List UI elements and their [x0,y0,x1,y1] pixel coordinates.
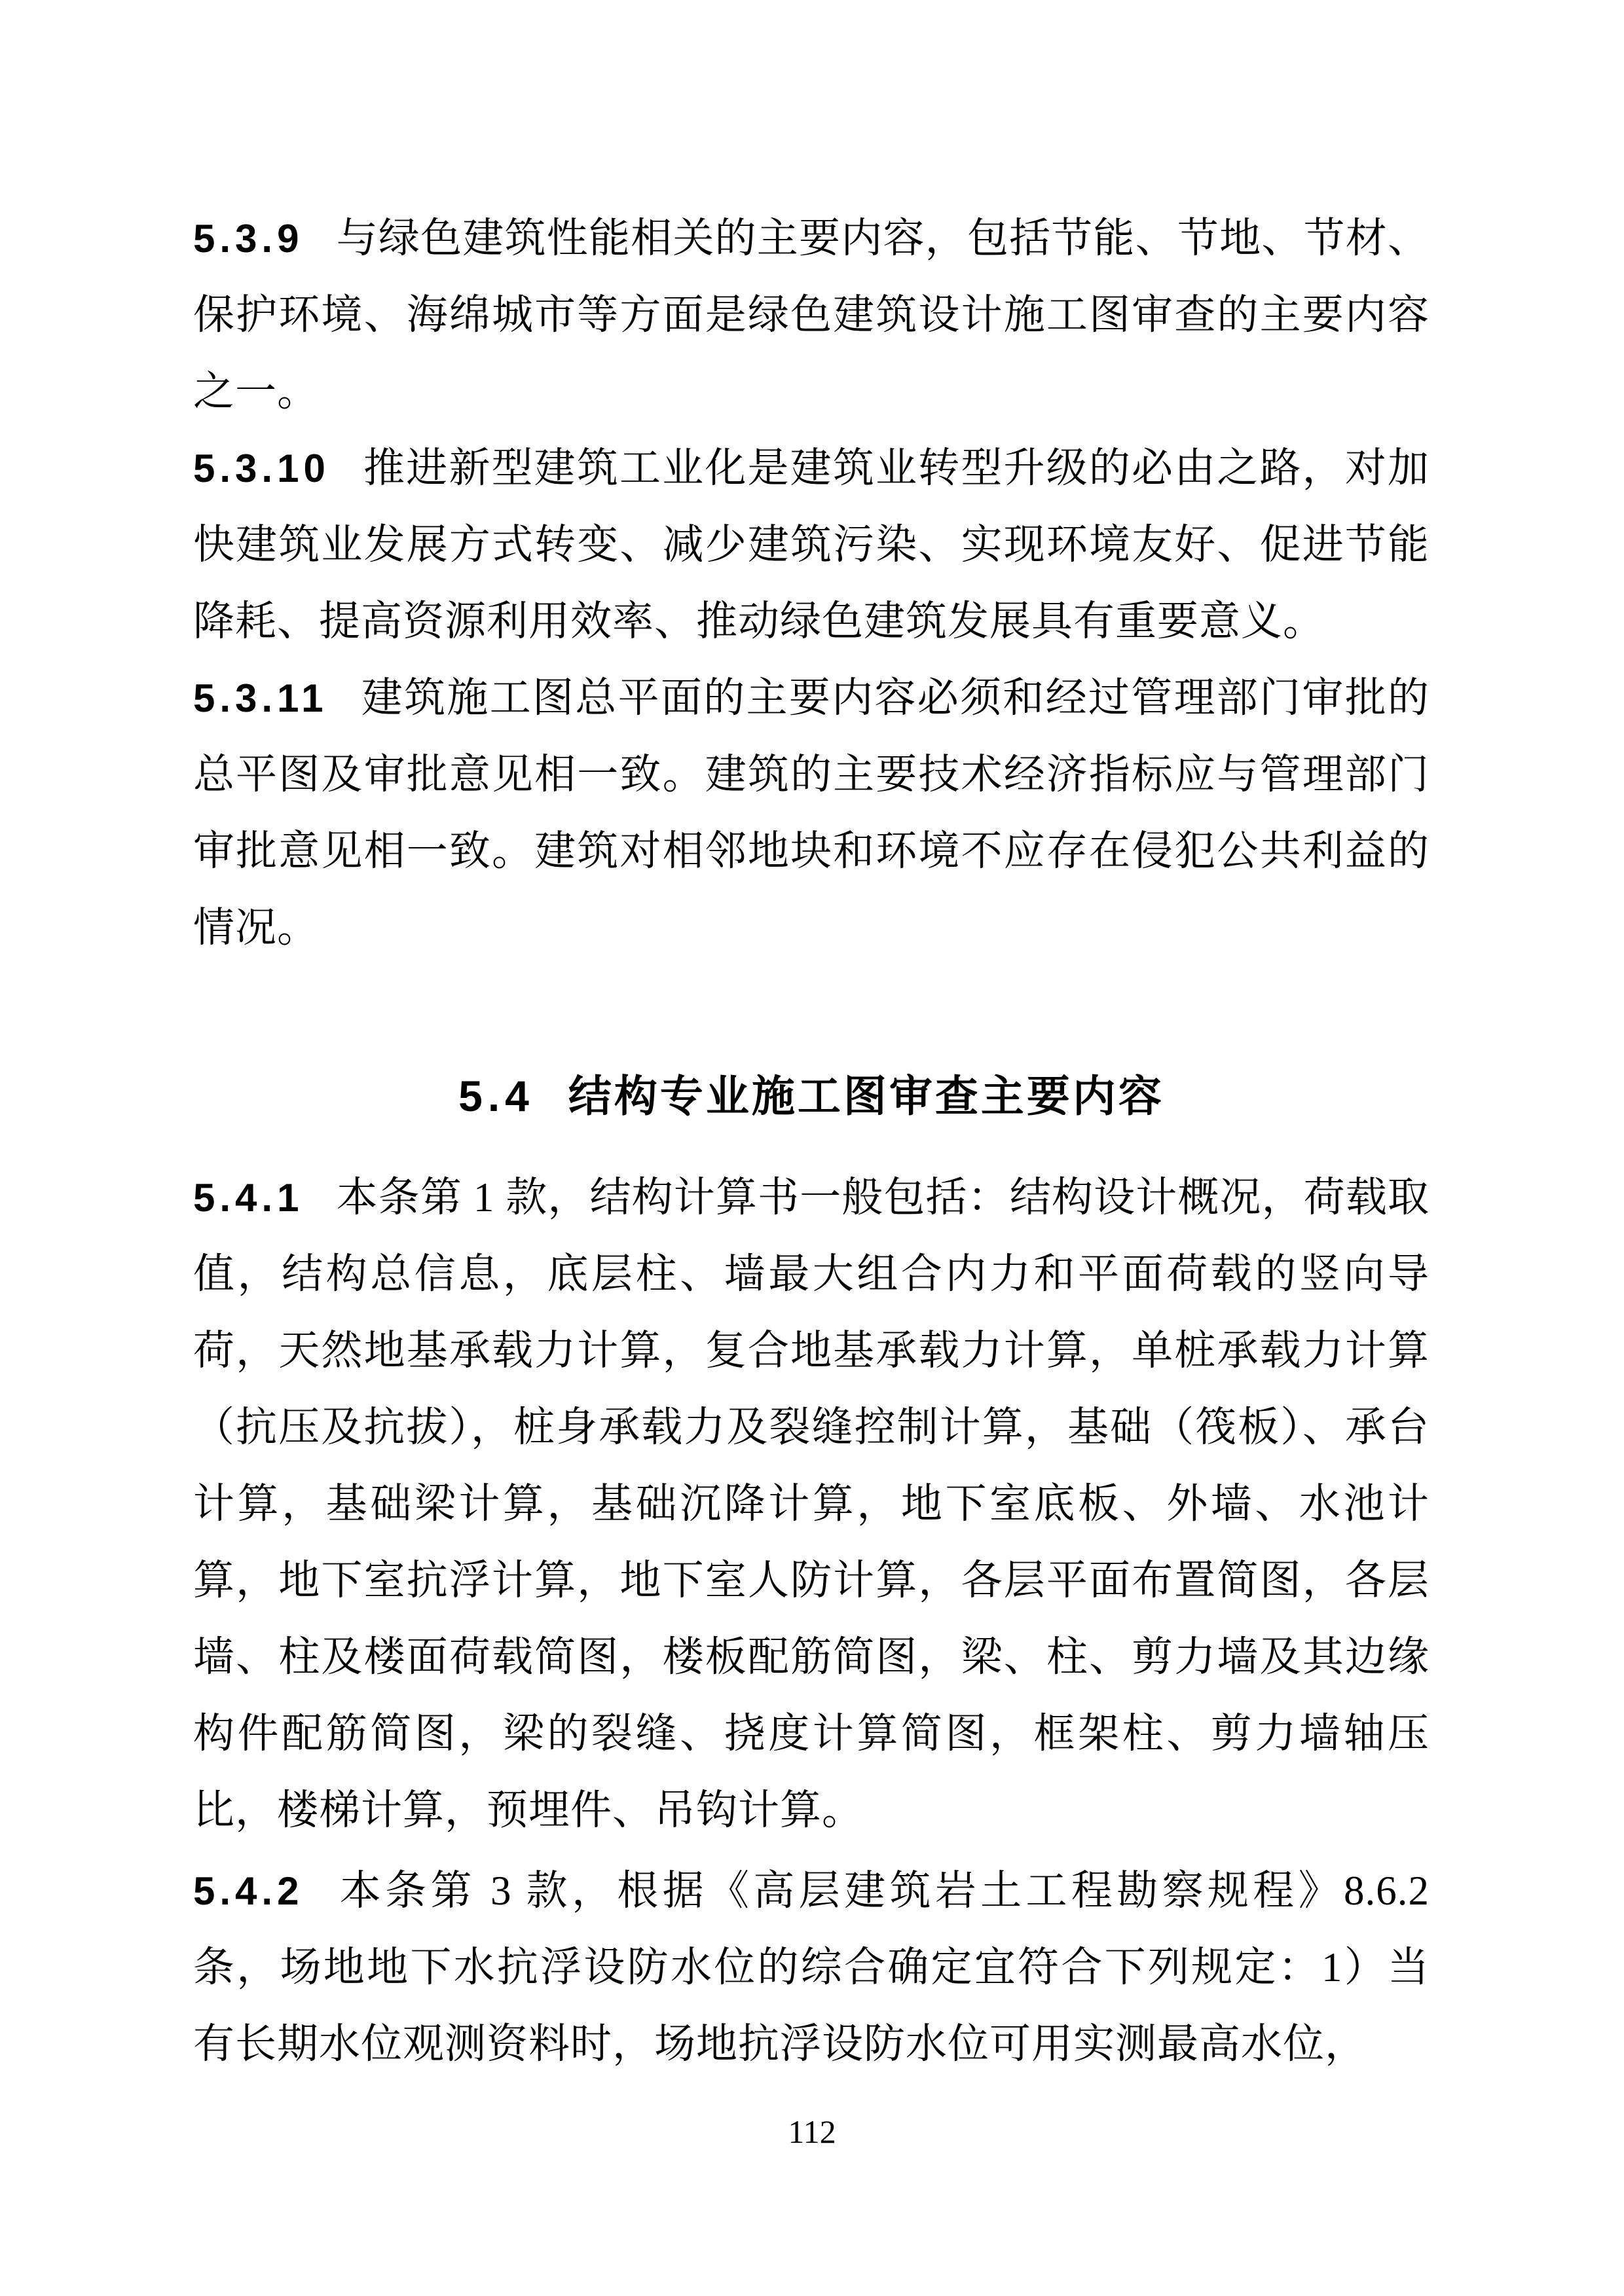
clause-number-5-3-9: 5.3.9 [193,217,304,261]
clause-number-5-4-1: 5.4.1 [193,1176,304,1220]
clause-text-5-4-2: 本条第 3 款，根据《高层建筑岩土工程勘察规程》8.6.2 条，场地地下水抗浮设防水位的综合确定宜符合下列规定：1）当有长期水位观测资料时，场地抗浮设防水位可用实测最高水位， [193,1868,1430,2067]
clause-paragraph-5-4-2 [193,1853,1430,2083]
clause-number-5-4-2: 5.4.2 [193,1869,304,1913]
clause-text-5-3-10: 推进新型建筑工业化是建筑业转型升级的必由之路，对加快建筑业发展方式转变、减少建筑污染、实现环境友好、促进节能降耗、提高资源利用效率、推动绿色建筑发展具有重要意义。 [193,445,1430,644]
clause-text-5-3-11: 建筑施工图总平面的主要内容必须和经过管理部门审批的总平图及审批意见相一致。建筑的主要技术经济指标应与管理部门审批意见相一致。建筑对相邻地块和环境不应存在侵犯公共利益的情况。 [193,675,1430,951]
clause-number-5-3-10: 5.3.10 [193,446,330,490]
section-heading-title: 结构专业施工图审查主要内容 [568,1072,1164,1120]
page-content [193,200,1430,2083]
clause-number-5-3-11: 5.3.11 [193,676,328,720]
section-heading-number: 5.4 [458,1072,534,1120]
clause-text-5-4-1: 本条第 1 款，结构计算书一般包括：结构设计概况，荷载取值，结构总信息，底层柱、墙最大组合内力和平面荷载的竖向导荷，天然地基承载力计算，复合地基承载力计算，单桩承载力计算（抗压及抗拔），桩身承载力及裂缝控制计算，基础（筏板）、承台计算，基础梁计算，基础沉降计算，地下室底板、外墙、水池计算，地下室抗浮计算，地下室人防计算，各层平面布置简图，各层墙、柱及楼面荷载简图，楼板配筋简图，梁、柱、剪力墙及其边缘构件配筋简图，梁的裂缝、挠度计算简图，框架柱、剪力墙轴压比，楼梯计算，预埋件、吊钩计算。 [193,1175,1430,1833]
clause-text-5-3-9: 与绿色建筑性能相关的主要内容，包括节能、节地、节材、保护环境、海绵城市等方面是绿色建筑设计施工图审查的主要内容之一。 [193,215,1430,414]
clause-paragraph-5-3-10 [193,430,1430,660]
clause-paragraph-5-3-11 [193,660,1430,966]
clause-paragraph-5-4-1 [193,1159,1430,1849]
section-heading-5-4 [193,1058,1430,1135]
clause-paragraph-5-3-9 [193,200,1430,430]
page-number: 112 [788,2113,836,2150]
